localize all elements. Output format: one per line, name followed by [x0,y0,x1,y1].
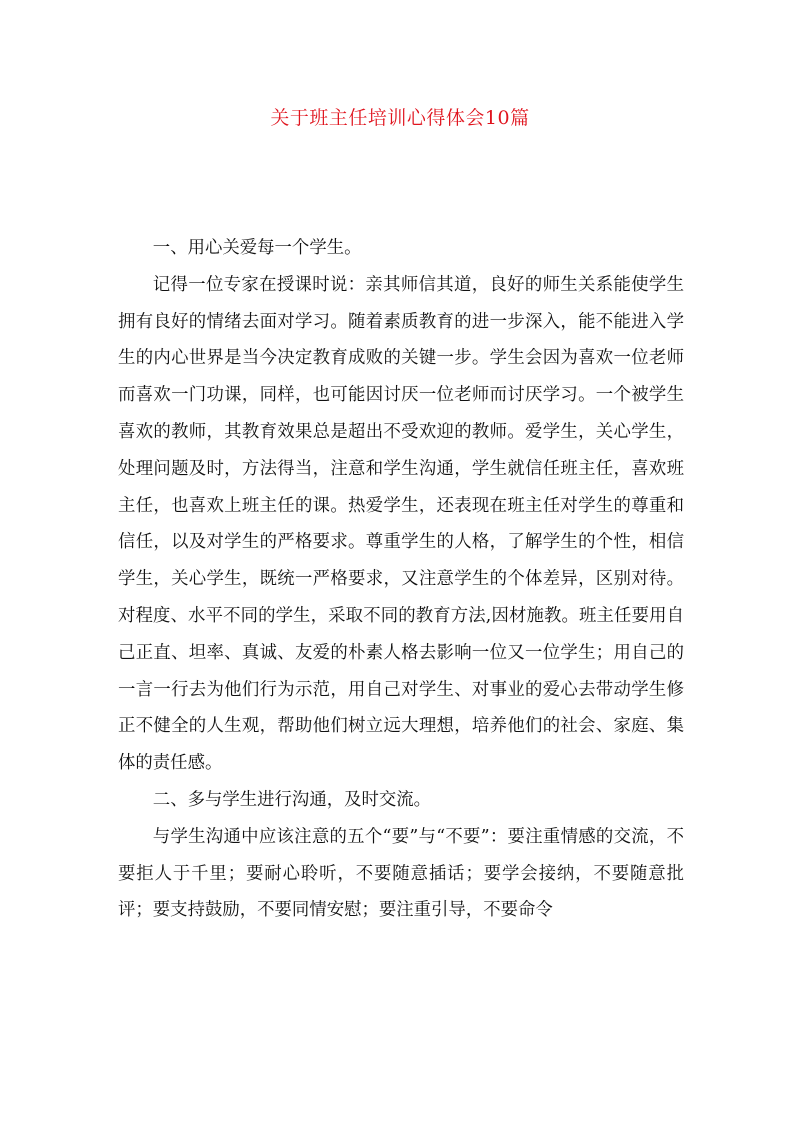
section-2-paragraph: 与学生沟通中应该注意的五个“要”与“不要”：要注重情感的交流，不要拒人于千里；要耐心聆听，不要随意插话；要学会接纳，不要随意批评；要支持鼓励，不要同情安慰；要注重引导，不要命令 [118,826,684,921]
section-1-heading: 一、用心关爱每一个学生。 [152,238,362,258]
document-title: 关于班主任培训心得体会10篇 [270,107,530,129]
document-body [118,230,684,929]
section-2-heading: 二、多与学生进行沟通，及时交流。 [152,789,432,810]
section-1-paragraph: 记得一位专家在授课时说：亲其师信其道，良好的师生关系能使学生拥有良好的情绪去面对学习。随着素质教育的进一步深入，能不能进入学生的内心世界是当今决定教育成败的关键一步。学生会因为喜欢一位老师而喜欢一门功课，同样，也可能因讨厌一位老师而讨厌学习。一个被学生喜欢的教师，其教育效果总是超出不受欢迎的教师。爱学生，关心学生，处理问题及时，方法得当，注意和学生沟通，学生就信任班主任，喜欢班主任，也喜欢上班主任的课。热爱学生，还表现在班主任对学生的尊重和信任，以及对学生的严格要求。尊重学生的人格，了解学生的个性，相信学生，关心学生，既统一严格要求，又注意学生的个体差异，区别对待。对程度、水平不同的学生，采取不同的教育方法,因材施教。班主任要用自己正直、坦率、真诚、友爱的朴素人格去影响一位又一位学生；用自己的一言一行去为他们行为示范，用自己对学生、对事业的爱心去带动学生修正不健全的人生观，帮助他们树立远大理想，培养他们的社会、家庭、集体的责任感。 [118,274,684,774]
